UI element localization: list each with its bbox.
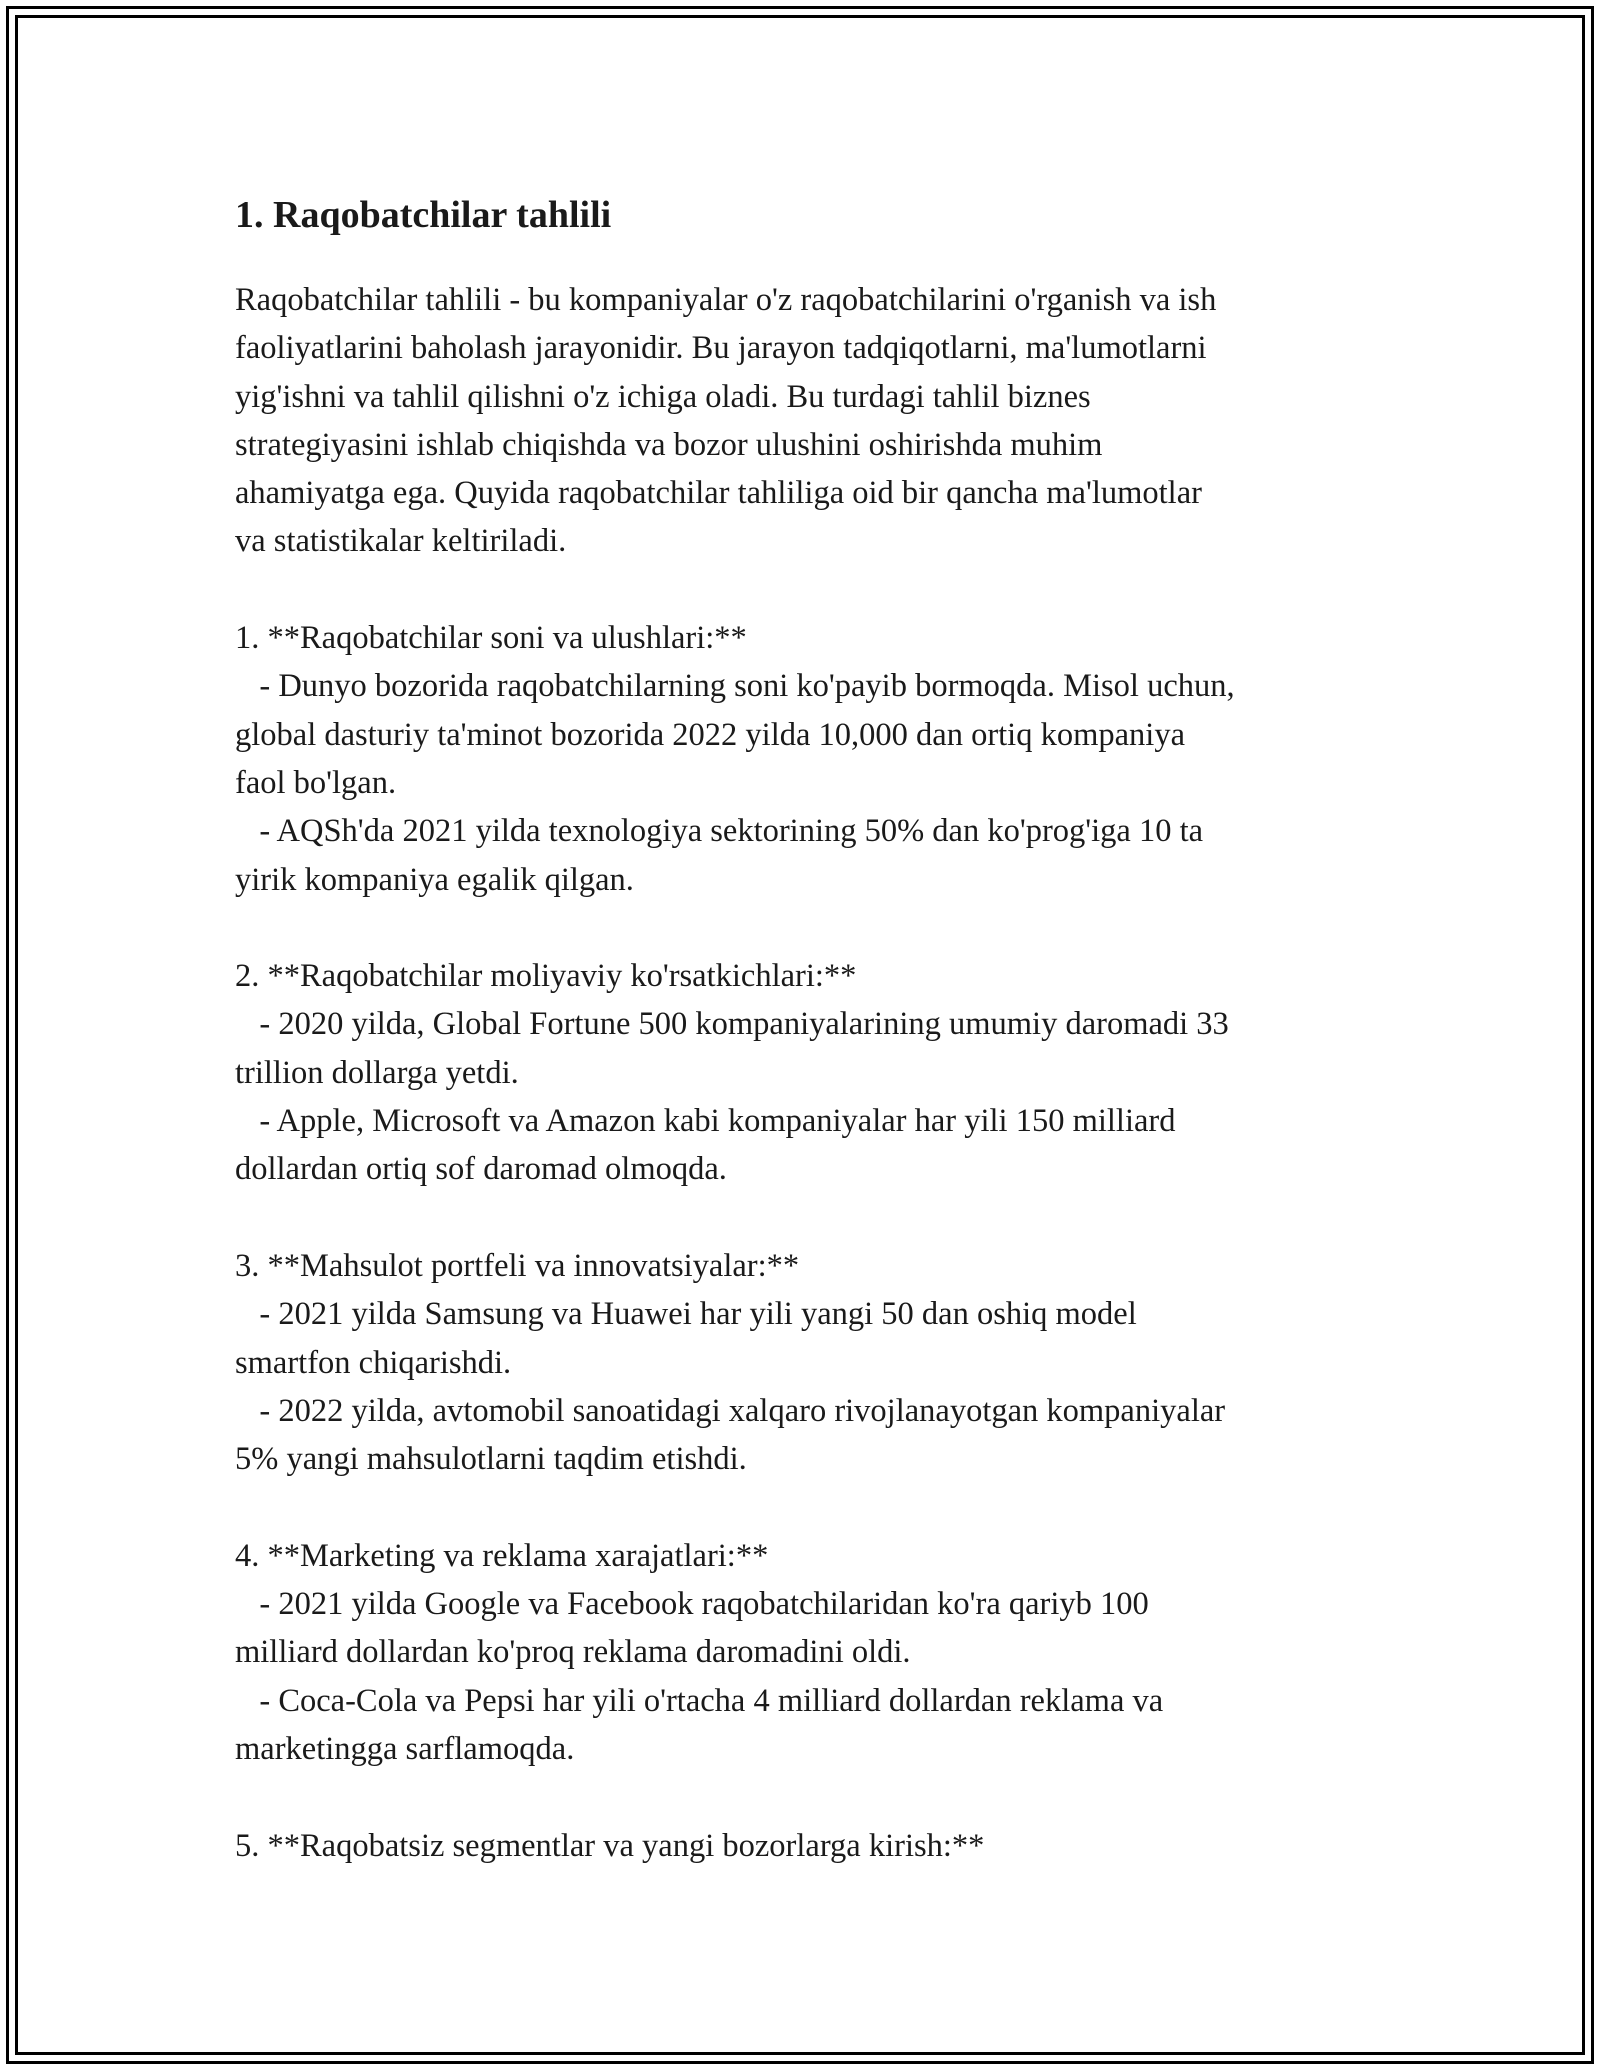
section-line: 5% yangi mahsulotlarni taqdim etishdi. [235,1441,747,1478]
section-line: - AQSh'da 2021 yilda texnologiya sektorining 50% dan ko'prog'iga 10 ta [235,813,1204,850]
section-line: - Coca-Cola va Pepsi har yili o'rtacha 4 milliard dollardan reklama va [235,1682,1164,1719]
section-financials [235,952,1395,1193]
section-line: - 2021 yilda Samsung va Huawei har yili yangi 50 dan oshiq model [235,1296,1137,1333]
section-line: - Apple, Microsoft va Amazon kabi kompaniyalar har yili 150 milliard [235,1103,1176,1140]
section-heading: 4. **Marketing va reklama xarajatlari:** [235,1537,769,1574]
section-marketing [235,1532,1395,1773]
section-heading: 5. **Raqobatsiz segmentlar va yangi bozorlarga kirish:** [235,1827,985,1864]
section-competitor-count [235,614,1395,904]
section-line: - 2021 yilda Google va Facebook raqobatchilaridan ko'ra qariyb 100 [235,1586,1149,1623]
intro-paragraph [235,276,1395,566]
section-heading: 3. **Mahsulot portfeli va innovatsiyalar:** [235,1247,800,1284]
intro-line: va statistikalar keltiriladi. [235,523,567,560]
paragraph-gap [235,1483,1395,1531]
intro-line: Raqobatchilar tahlili - bu kompaniyalar o'z raqobatchilarini o'rganish va ish [235,282,1217,318]
section-line: smartfon chiqarishdi. [235,1344,512,1381]
section-line: trillion dollarga yetdi. [235,1054,519,1091]
paragraph-gap [235,904,1395,952]
intro-line: strategiyasini ishlab chiqishda va bozor ulushini oshirishda muhim [235,426,1103,463]
section-line: - 2022 yilda, avtomobil sanoatidagi xalqaro rivojlanayotgan kompaniyalar [235,1392,1226,1429]
section-line: marketingga sarflamoqda. [235,1730,575,1767]
section-line: milliard dollardan ko'proq reklama daromadini oldi. [235,1634,911,1671]
section-new-markets [235,1822,1395,1870]
section-product-portfolio [235,1242,1395,1483]
section-line: - 2020 yilda, Global Fortune 500 kompaniyalarining umumiy daromadi 33 [235,1006,1229,1043]
section-line: faol bo'lgan. [235,764,397,801]
intro-line: ahamiyatga ega. Quyida raqobatchilar tahliliga oid bir qancha ma'lumotlar [235,475,1202,512]
section-heading: 2. **Raqobatchilar moliyaviy ko'rsatkichlari:** [235,958,857,995]
section-heading: 1. **Raqobatchilar soni va ulushlari:** [235,620,747,657]
paragraph-gap [235,1194,1395,1242]
paragraph-gap [235,566,1395,614]
paragraph-gap [235,1773,1395,1821]
document-body [235,180,1395,1870]
intro-line: faoliyatlarini baholash jarayonidir. Bu jarayon tadqiqotlarni, ma'lumotlarni [235,330,1207,367]
section-line: global dasturiy ta'minot bozorida 2022 yilda 10,000 dan ortiq kompaniya [235,716,1185,753]
section-line: dollardan ortiq sof daromad olmoqda. [235,1151,727,1188]
section-line: - Dunyo bozorida raqobatchilarning soni ko'payib bormoqda. Misol uchun, [235,668,1235,705]
section-line: yirik kompaniya egalik qilgan. [235,861,634,898]
document-title: 1. Raqobatchilar tahlili [235,194,612,236]
intro-line: yig'ishni va tahlil qilishni o'z ichiga oladi. Bu turdagi tahlil biznes [235,378,1091,415]
